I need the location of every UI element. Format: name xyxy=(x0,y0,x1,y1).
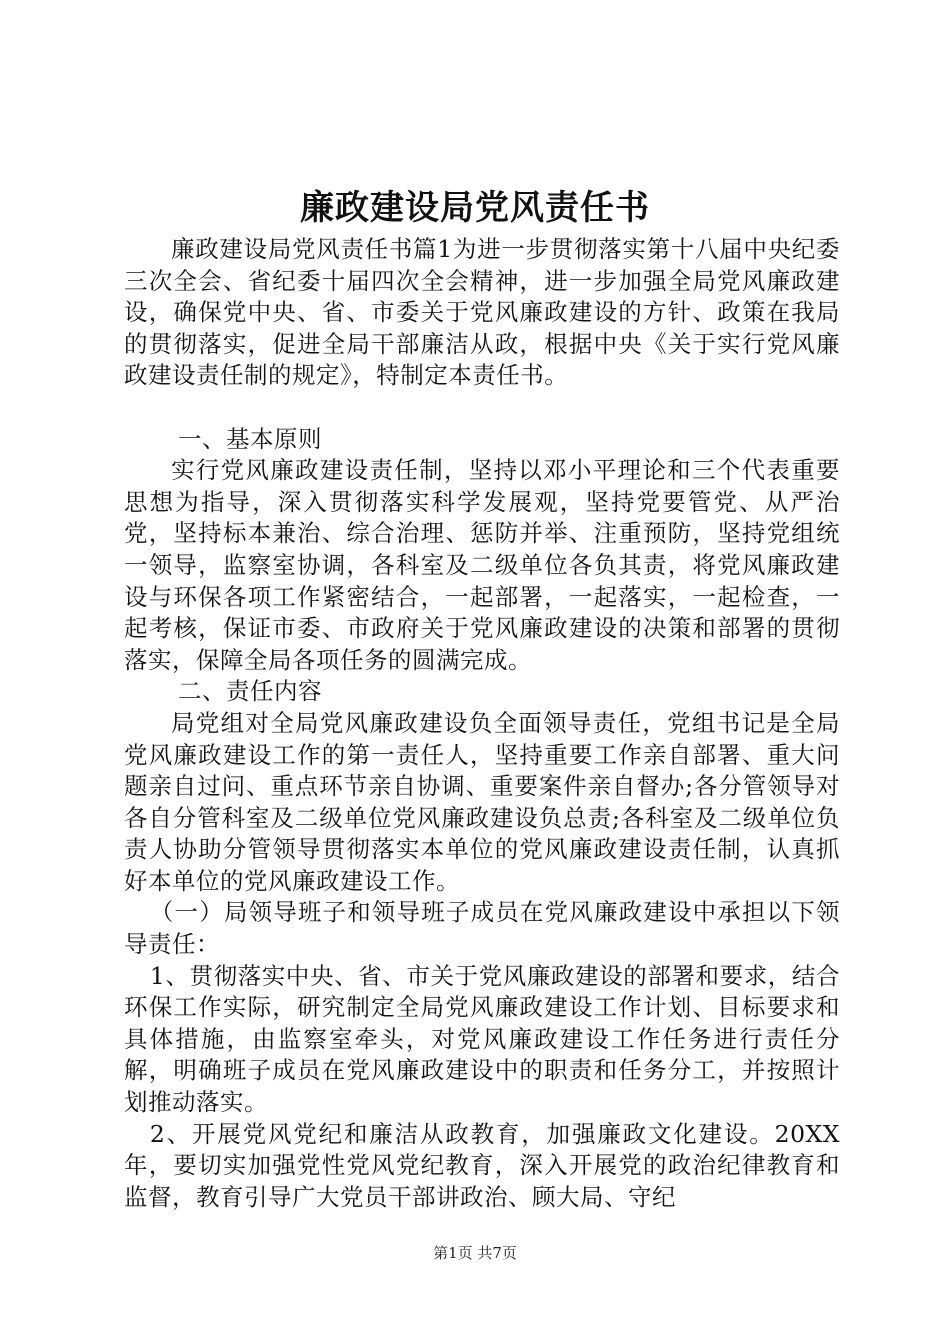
section-heading-basic-principles: 一、基本原则 xyxy=(178,424,323,453)
list-item-1: 1、贯彻落实中央、省、市关于党风廉政建设的部署和要求，结合环保工作实际，研究制定全局党风廉政建设工作计划、目标要求和具体措施，由监察室牵头，对党风廉政建设工作任务进行责任分解，明确班子成员在党风廉政建设中的职责和任务分工，并按照计划推动落实。 xyxy=(124,961,840,1117)
section-heading-responsibilities: 二、责任内容 xyxy=(178,677,323,706)
subsection-heading-leadership: （一）局领导班子和领导班子成员在党风廉政建设中承担以下领导责任： xyxy=(124,898,840,959)
responsibilities-paragraph: 局党组对全局党风廉政建设负全面领导责任，党组书记是全局党风廉政建设工作的第一责任人，坚持重要工作亲自部署、重大问题亲自过问、重点环节亲自协调、重要案件亲自督办;各分管领导对各自分管科室及二级单位党风廉政建设负总责;各科室及二级单位负责人协助分管领导贯彻落实本单位的党风廉政建设责任制，认真抓好本单位的党风廉政建设工作。 xyxy=(124,708,840,895)
page-number-footer: 第1页 共7页 xyxy=(433,1244,517,1262)
intro-paragraph: 廉政建设局党风责任书篇1为进一步贯彻落实第十八届中央纪委三次全会、省纪委十届四次全会精神，进一步加强全局党风廉政建设，确保党中央、省、市委关于党风廉政建设的方针、政策在我局的贯彻落实，促进全局干部廉洁从政，根据中央《关于实行党风廉政建设责任制的规定》，特制定本责任书。 xyxy=(124,235,840,390)
list-item-2: 2、开展党风党纪和廉洁从政教育，加强廉政文化建设。20XX年，要切实加强党性党风党纪教育，深入开展党的政治纪律教育和监督，教育引导广大党员干部讲政治、顾大局、守纪 xyxy=(124,1119,840,1211)
document-body xyxy=(124,234,840,1213)
document-title: 廉政建设局党风责任书 xyxy=(300,188,650,228)
basic-principles-paragraph: 实行党风廉政建设责任制，坚持以邓小平理论和三个代表重要思想为指导，深入贯彻落实科学发展观，坚持党要管党、从严治党，坚持标本兼治、综合治理、惩防并举、注重预防，坚持党组统一领导，监察室协调，各科室及二级单位各负其责，将党风廉政建设与环保各项工作紧密结合，一起部署，一起落实，一起检查，一起考核，保证市委、市政府关于党风廉政建设的决策和部署的贯彻落实，保障全局各项任务的圆满完成。 xyxy=(124,456,840,674)
